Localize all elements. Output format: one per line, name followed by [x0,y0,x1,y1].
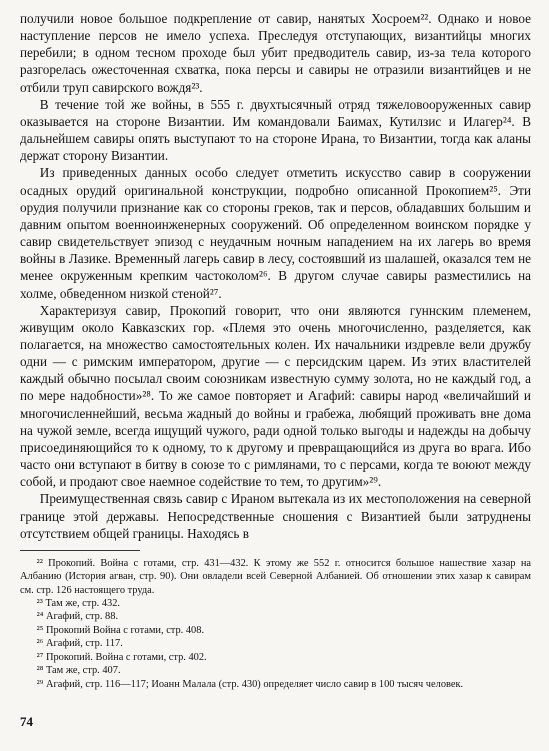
paragraph-1: получили новое большое подкрепление от савир, нанятых Хосроем²². Однако и новое наступление персов не имело успеха. Преследуя отступающих, византийцы многих перебили; в одном тесном проходе был убит предводитель савир, из-за тела которого разгорелась ожесточенная схватка, пока персы и савиры не отразили византийцев и не отбили труп савирского вождя²³. [20,11,531,95]
footnote-26: ²⁶ Агафий, стр. 117. [36,638,123,650]
footnotes [20,557,531,691]
footnote-27: ²⁷ Прокопий. Война с готами, стр. 402. [36,651,207,663]
paragraph-4: Характеризуя савир, Прокопий говорит, что они являются гуннским племенем, живущим около Кавказских гор. «Племя это очень многочисленно, разделяется, как полагается, на множество самостоятельных колен. Их начальники издревле вели дружбу одни — с римским императором, другие — с персидским царем. Из этих властителей каждый обычно посылал своим союзникам известную сумму золота, но не каждый год, а по мере надобности»²⁸. То же самое повторяет и Агафий: савиры народ «величайший и многочисленнейший, весьма жадный до войны и грабежа, любящий проживать вне дома на чужой земле, всегда ищущий чужого, ради одной только выгоды и надежды на добычу присоединяющийся то к одному, то к другому и превращающийся из друга во врага. Ибо часто они вступают в битву в союзе то с римлянами, то с персами, когда те воюют между собой, и продают свое наемное содействие то тем, то другим»²⁹. [20,302,531,490]
footnote-divider [20,550,140,551]
main-text [20,10,531,542]
footnote-28: ²⁸ Там же, стр. 407. [36,665,121,677]
footnote-29: ²⁹ Агафий, стр. 116—117; Иоанн Малала (стр. 430) определяет число савир в 100 тысяч человек. [36,678,464,690]
page-number: 74 [20,714,33,729]
paragraph-3: Из приведенных данных особо следует отметить искусство савир в сооружении осадных орудий оригинальной конструкции, подробно описанной Прокопием²⁵. Эти орудия получили признание как со стороны греков, так и персов, обладавших большим и давним опытом военноинженерных сооружений. Об определенном воинском порядке у савир свидетельствует эпизод с неудачным ночным нападением на их лагерь во время войны в Лазике. Временный лагерь савир в лесу, состоявший из шалашей, оказался тем не менее окруженным крепким частоколом²⁶. В другом случае савиры разместились на холме, обведенном низкой стеной²⁷. [20,165,531,301]
footnote-24: ²⁴ Агафий, стр. 88. [36,611,119,623]
paragraph-5: Преимущественная связь савир с Ираном вытекала из их местоположения на северной границе этой державы. Непосредственные сношения с Византией были затруднены отсутствием общей границы. Находясь в [20,491,531,541]
footnote-23: ²³ Там же, стр. 432. [36,598,121,610]
footnote-25: ²⁵ Прокопий Война с готами, стр. 408. [36,624,205,636]
footnote-22: ²² Прокопий. Война с готами, стр. 431—432. К этому же 552 г. относится большое нашествие хазар на Албанию (История агван, стр. 90). Они овладели всей Северной Албанией. Об отношении этих хазар к савирам см. стр. 126 настоящего труда. [20,557,531,596]
paragraph-2: В течение той же войны, в 555 г. двухтысячный отряд тяжеловооруженных савир оказывается на стороне Византии. Им командовали Баимах, Кутилзис и Илагер²⁴. В дальнейшем савиры опять выступают то на стороне Ирана, то Византии, тогда как аланы держат сторону Византии. [20,96,531,164]
